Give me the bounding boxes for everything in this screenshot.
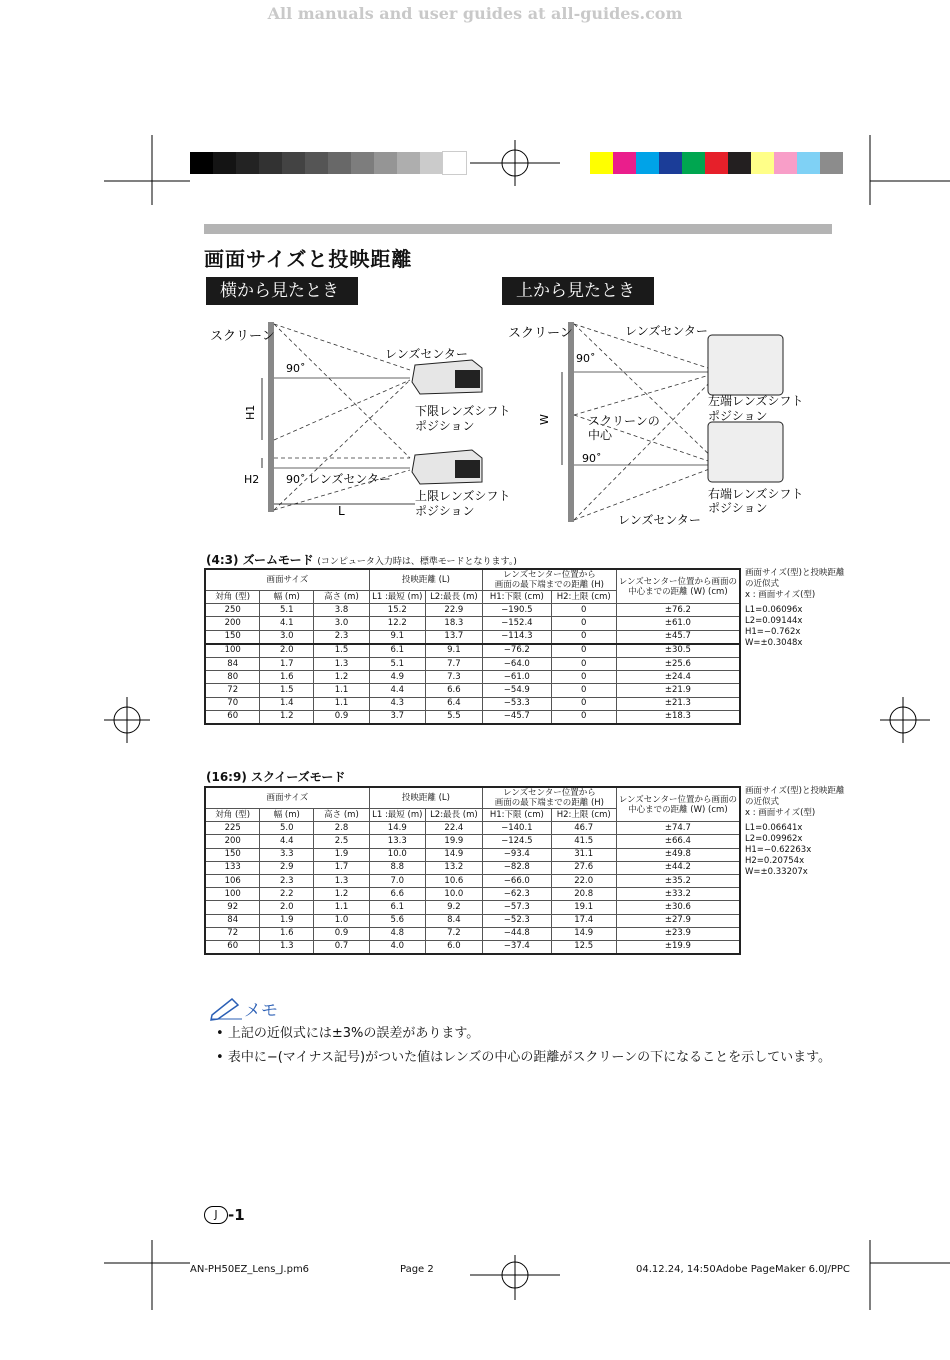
- pencil-icon: [208, 995, 244, 1021]
- table-cell: 14.9: [551, 927, 616, 940]
- table-cell: ±45.7: [616, 630, 740, 644]
- table-cell: 19.9: [425, 835, 482, 848]
- svg-text:ポジション: ポジション: [708, 409, 768, 423]
- table-row: [205, 874, 740, 887]
- formula-line: L1=0.06096x: [745, 605, 803, 615]
- table-cell: 7.2: [425, 927, 482, 940]
- table-cell: −114.3: [483, 630, 552, 644]
- screen-label: スクリーン: [210, 329, 275, 344]
- table-cell: 1.4: [260, 697, 314, 710]
- color-swatch: [613, 152, 636, 174]
- table-cell: −57.3: [483, 901, 552, 914]
- formula-line: 画面サイズ(型)と投映距離: [745, 568, 845, 578]
- formula-line: x : 画面サイズ(型): [745, 590, 816, 600]
- table-cell: 15.2: [369, 604, 425, 617]
- table-cell: 17.4: [551, 914, 616, 927]
- table-cell: ±19.9: [616, 940, 740, 954]
- memo-item: • 表中に−(マイナス記号)がついた値はレンズの中心の距離がスクリーンの下になることを示しています。: [216, 1050, 832, 1065]
- table-cell: 150: [205, 848, 260, 861]
- table-cell: 3.0: [314, 617, 370, 630]
- table-cell: ±30.5: [616, 644, 740, 658]
- column-header: H1:下限 (cm): [483, 591, 552, 604]
- table-cell: 6.0: [425, 940, 482, 954]
- table-cell: ±24.4: [616, 671, 740, 684]
- table-cell: −37.4: [483, 940, 552, 954]
- formula-line: 画面サイズ(型)と投映距離: [745, 786, 845, 796]
- color-swatch: [659, 152, 682, 174]
- footer-date: 04.12.24, 14:50: [636, 1264, 716, 1275]
- table-cell: 8.8: [369, 861, 425, 874]
- table-cell: 2.3: [260, 874, 314, 887]
- table-cell: ±74.7: [616, 822, 740, 835]
- table-cell: −124.5: [483, 835, 552, 848]
- table-row: [205, 671, 740, 684]
- table-cell: 13.3: [369, 835, 425, 848]
- table-cell: ±66.4: [616, 835, 740, 848]
- table-cell: 12.2: [369, 617, 425, 630]
- table-cell: 8.4: [425, 914, 482, 927]
- table-cell: 0: [551, 644, 616, 658]
- table-cell: 150: [205, 630, 260, 644]
- table-cell: 1.6: [260, 927, 314, 940]
- table-cell: 1.1: [314, 901, 370, 914]
- table-cell: −82.8: [483, 861, 552, 874]
- color-swatch: [774, 152, 797, 174]
- table-cell: 225: [205, 822, 260, 835]
- table-cell: 6.1: [369, 644, 425, 658]
- table-cell: 1.2: [314, 671, 370, 684]
- column-header: L1 :最短 (m): [369, 591, 425, 604]
- svg-text:W: W: [538, 414, 551, 425]
- table-row: [205, 644, 740, 658]
- table-cell: 5.1: [369, 657, 425, 670]
- table-cell: ±49.8: [616, 848, 740, 861]
- table-cell: 100: [205, 888, 260, 901]
- formula-line: L2=0.09962x: [745, 834, 803, 844]
- table-cell: 92: [205, 901, 260, 914]
- color-swatch: [751, 152, 774, 174]
- table-cell: 72: [205, 927, 260, 940]
- column-header: 幅 (m): [260, 809, 314, 822]
- formula-line: の近似式: [745, 579, 780, 589]
- table-cell: 22.9: [425, 604, 482, 617]
- table-cell: 70: [205, 697, 260, 710]
- svg-text:左端レンズシフト: 左端レンズシフト: [708, 394, 804, 408]
- table-cell: 10.6: [425, 874, 482, 887]
- svg-text:H2: H2: [244, 473, 260, 486]
- angle-label: 90˚: [286, 362, 306, 375]
- table-cell: 46.7: [551, 822, 616, 835]
- column-header: 高さ (m): [314, 591, 370, 604]
- table-cell: 3.3: [260, 848, 314, 861]
- table-row: [205, 822, 740, 835]
- table-cell: 4.8: [369, 927, 425, 940]
- table-cell: 5.1: [260, 604, 314, 617]
- table-cell: 1.9: [260, 914, 314, 927]
- table-cell: 106: [205, 874, 260, 887]
- table-cell: 1.5: [260, 684, 314, 697]
- table-cell: −66.0: [483, 874, 552, 887]
- table-cell: 1.1: [314, 697, 370, 710]
- svg-text:レンズセンター: レンズセンター: [308, 472, 391, 486]
- table-cell: 1.7: [314, 861, 370, 874]
- color-swatch: [728, 152, 751, 174]
- table-cell: −62.3: [483, 888, 552, 901]
- formula-line: L2=0.09144x: [745, 616, 803, 626]
- top-view-diagram: [500, 310, 820, 535]
- memo-item: • 上記の近似式には±3%の誤差があります。: [216, 1026, 480, 1041]
- table-cell: 18.3: [425, 617, 482, 630]
- svg-text:下限レンズシフト: 下限レンズシフト: [415, 404, 511, 418]
- svg-text:H1: H1: [244, 404, 257, 420]
- table-cell: 0: [551, 657, 616, 670]
- table-cell: ±44.2: [616, 861, 740, 874]
- table2-formula: [745, 786, 844, 878]
- table-cell: 2.5: [314, 835, 370, 848]
- table-cell: 5.6: [369, 914, 425, 927]
- column-header: H2:上限 (cm): [551, 809, 616, 822]
- table-cell: 3.7: [369, 710, 425, 724]
- page-number: J -1: [204, 1206, 245, 1224]
- color-swatch: [820, 152, 843, 174]
- table-cell: 1.0: [314, 914, 370, 927]
- svg-text:上限レンズシフト: 上限レンズシフト: [415, 489, 511, 503]
- formula-line: L1=0.06641x: [745, 823, 803, 833]
- table-row: [205, 888, 740, 901]
- svg-text:90˚: 90˚: [576, 352, 596, 365]
- column-header: 高さ (m): [314, 809, 370, 822]
- table-cell: 7.3: [425, 671, 482, 684]
- top-view-label: 上から見たとき: [502, 277, 654, 305]
- table-cell: 3.0: [260, 630, 314, 644]
- watermark: All manuals and user guides at all-guides.com: [267, 4, 683, 23]
- svg-text:90˚: 90˚: [582, 452, 602, 465]
- table-cell: 0.7: [314, 940, 370, 954]
- table-cell: 2.8: [314, 822, 370, 835]
- table-cell: ±76.2: [616, 604, 740, 617]
- table-cell: 41.5: [551, 835, 616, 848]
- table-cell: 4.4: [260, 835, 314, 848]
- table-cell: 9.1: [425, 644, 482, 658]
- table-cell: ±21.3: [616, 697, 740, 710]
- table-cell: 5.0: [260, 822, 314, 835]
- table-row: [205, 710, 740, 724]
- svg-text:ポジション: ポジション: [708, 501, 768, 515]
- table-cell: 0: [551, 617, 616, 630]
- formula-line: x : 画面サイズ(型): [745, 808, 816, 818]
- gray-swatch: [328, 152, 351, 174]
- table-row: [205, 848, 740, 861]
- table1: 画面サイズ 投映距離 (L) レンズセンター位置から 画面の最下端までの距離 (H) レンズセンター位置から画面の 中心までの距離 (W) (cm) 対角 (型) 幅 (m) 高さ (m) L1 :最短 (m) L2:最長 (m) H1:下限 (cm) H2:上限 (cm) 250 5.1 3.8 15.2 22.9 −190.5 0 ±76.2 200 4.1 3.0 12.2 18.3 −152.4 0 ±61.0 150 3.0 2.3 9.1 13.7 −114.3 0 ±45.7 100 2.0 1.5 6.1 9.1 −76.2 0 ±30.5 84 1.7 1.3 5.1 7.7 −64.0 0 ±25.6 80 1.6 1.2 4.9 7.3 −61.0 0 ±24.4 72 1.5 1.1 4.4 6.6 −54.9 0 ±21.9 70 1.4 1.1 4.3 6.4 −53.3 0 ±21.3 60 1.2 0.9 3.7 5.5 −45.7 0 ±18.3: [204, 568, 741, 725]
- table-row: [205, 861, 740, 874]
- column-header: 対角 (型): [205, 809, 260, 822]
- table-cell: −54.9: [483, 684, 552, 697]
- table-cell: ±27.9: [616, 914, 740, 927]
- table-cell: 7.7: [425, 657, 482, 670]
- table-cell: 6.1: [369, 901, 425, 914]
- table-cell: 6.6: [369, 888, 425, 901]
- footer-file: AN-PH50EZ_Lens_J.pm6: [190, 1264, 310, 1275]
- table-cell: 0: [551, 684, 616, 697]
- footer-app: Adobe PageMaker 6.0J/PPC: [716, 1264, 850, 1275]
- lens-center-label: レンズセンター: [385, 347, 468, 361]
- table-cell: 60: [205, 710, 260, 724]
- table-cell: 31.1: [551, 848, 616, 861]
- gray-swatch: [397, 152, 420, 174]
- svg-text:レンズセンター: レンズセンター: [625, 324, 708, 338]
- table-cell: 5.5: [425, 710, 482, 724]
- table-cell: 1.6: [260, 671, 314, 684]
- table-cell: ±21.9: [616, 684, 740, 697]
- table-row: [205, 684, 740, 697]
- table-cell: 0: [551, 671, 616, 684]
- table-row: [205, 630, 740, 644]
- svg-text:スクリーンの: スクリーンの: [588, 414, 660, 428]
- formula-line: H1=−0.62263x: [745, 845, 812, 855]
- gray-swatch: [374, 152, 397, 174]
- table-cell: 4.1: [260, 617, 314, 630]
- table-row: [205, 697, 740, 710]
- svg-text:ポジション: ポジション: [415, 504, 475, 518]
- color-swatch: [682, 152, 705, 174]
- table-row: [205, 914, 740, 927]
- table-cell: 1.2: [260, 710, 314, 724]
- table-cell: −140.1: [483, 822, 552, 835]
- table-cell: ±25.6: [616, 657, 740, 670]
- table-cell: 250: [205, 604, 260, 617]
- table2: 画面サイズ 投映距離 (L) レンズセンター位置から 画面の最下端までの距離 (H) レンズセンター位置から画面の 中心までの距離 (W) (cm) 対角 (型) 幅 (m) 高さ (m) L1 :最短 (m) L2:最長 (m) H1:下限 (cm) H2:上限 (cm) 225 5.0 2.8 14.9 22.4 −140.1 46.7 ±74.7 200 4.4 2.5 13.3 19.9 −124.5 41.5 ±66.4 150 3.3 1.9 10.0 14.9 −93.4 31.1 ±49.8 133 2.9 1.7 8.8 13.2 −82.8 27.6 ±44.2 106 2.3 1.3 7.0 10.6 −66.0 22.0 ±35.2 100 2.2 1.2 6.6 10.0 −62.3 20.8 ±33.2 92 2.0 1.1 6.1 9.2 −57.3 19.1 ±30.6 84 1.9 1.0 5.6 8.4 −52.3 17.4 ±27.9 72 1.6 0.9 4.8 7.2 −44.8 14.9 ±23.9 60 1.3 0.7 4.0 6.0 −37.4 12.5 ±19.9: [204, 786, 741, 955]
- table-cell: 80: [205, 671, 260, 684]
- table-cell: 4.9: [369, 671, 425, 684]
- table-cell: 1.3: [314, 874, 370, 887]
- table-cell: 0: [551, 604, 616, 617]
- table-cell: 0: [551, 710, 616, 724]
- table-cell: −44.8: [483, 927, 552, 940]
- table1-formula: [745, 568, 844, 649]
- table-cell: 1.5: [314, 644, 370, 658]
- formula-line: H1=−0.762x: [745, 627, 801, 637]
- table1-caption: (4:3) ズームモード (コンピュータ入力時は、標準モードとなります。): [206, 553, 517, 567]
- table-cell: 4.4: [369, 684, 425, 697]
- formula-line: W=±0.3048x: [745, 638, 803, 648]
- table-cell: 9.2: [425, 901, 482, 914]
- table-cell: 10.0: [425, 888, 482, 901]
- color-swatch: [590, 152, 613, 174]
- table-cell: 1.9: [314, 848, 370, 861]
- formula-line: の近似式: [745, 797, 780, 807]
- table-cell: −152.4: [483, 617, 552, 630]
- gray-swatch: [213, 152, 236, 174]
- section-bar: [204, 224, 832, 234]
- table-cell: −53.3: [483, 697, 552, 710]
- table-cell: 13.2: [425, 861, 482, 874]
- column-header: H1:下限 (cm): [483, 809, 552, 822]
- table-cell: 22.4: [425, 822, 482, 835]
- svg-text:スクリーン: スクリーン: [508, 326, 573, 341]
- table-cell: 200: [205, 835, 260, 848]
- table-row: [205, 927, 740, 940]
- color-bar: [590, 152, 843, 174]
- table-cell: 200: [205, 617, 260, 630]
- table-cell: 4.3: [369, 697, 425, 710]
- table-cell: 60: [205, 940, 260, 954]
- table-row: [205, 604, 740, 617]
- table-cell: 19.1: [551, 901, 616, 914]
- svg-text:右端レンズシフト: 右端レンズシフト: [708, 487, 804, 501]
- gray-swatch: [420, 152, 443, 174]
- table-cell: −190.5: [483, 604, 552, 617]
- table-row: [205, 835, 740, 848]
- side-view-diagram: [200, 310, 520, 525]
- table-cell: 1.7: [260, 657, 314, 670]
- table-cell: 84: [205, 657, 260, 670]
- table2-caption: (16:9) スクイーズモード: [206, 770, 346, 784]
- table-cell: 2.3: [314, 630, 370, 644]
- table-cell: 6.6: [425, 684, 482, 697]
- svg-text:レンズセンター: レンズセンター: [618, 513, 701, 527]
- table-cell: 14.9: [425, 848, 482, 861]
- page-title: 画面サイズと投映距離: [204, 247, 413, 271]
- formula-line: H2=0.20754x: [745, 856, 805, 866]
- memo-title: メモ: [244, 1000, 278, 1021]
- gray-swatch: [351, 152, 374, 174]
- column-header: 対角 (型): [205, 591, 260, 604]
- table-cell: 2.2: [260, 888, 314, 901]
- table-cell: 12.5: [551, 940, 616, 954]
- table-cell: 72: [205, 684, 260, 697]
- table-cell: −61.0: [483, 671, 552, 684]
- memo-list: [216, 1022, 856, 1070]
- grayscale-bar: [190, 152, 466, 174]
- table-cell: 2.9: [260, 861, 314, 874]
- table-row: [205, 940, 740, 954]
- table-cell: 10.0: [369, 848, 425, 861]
- color-swatch: [797, 152, 820, 174]
- svg-text:90˚: 90˚: [286, 473, 306, 486]
- table-cell: ±35.2: [616, 874, 740, 887]
- memo-heading: [208, 995, 278, 1021]
- column-header: 幅 (m): [260, 591, 314, 604]
- table-cell: 3.8: [314, 604, 370, 617]
- svg-text:L: L: [338, 504, 345, 518]
- table-cell: 0.9: [314, 927, 370, 940]
- table-cell: 22.0: [551, 874, 616, 887]
- page-badge: J: [204, 1206, 228, 1224]
- gray-swatch: [236, 152, 259, 174]
- table-cell: 100: [205, 644, 260, 658]
- table-cell: −76.2: [483, 644, 552, 658]
- table-cell: 20.8: [551, 888, 616, 901]
- side-view-label: 横から見たとき: [206, 277, 358, 305]
- table-cell: 9.1: [369, 630, 425, 644]
- table-cell: −45.7: [483, 710, 552, 724]
- column-header: L2:最長 (m): [425, 809, 482, 822]
- table-cell: ±23.9: [616, 927, 740, 940]
- table-cell: ±30.6: [616, 901, 740, 914]
- table-cell: 0: [551, 697, 616, 710]
- table-cell: 7.0: [369, 874, 425, 887]
- table-cell: −52.3: [483, 914, 552, 927]
- table-cell: 0: [551, 630, 616, 644]
- color-swatch: [705, 152, 728, 174]
- svg-text:ポジション: ポジション: [415, 419, 475, 433]
- table-cell: 1.2: [314, 888, 370, 901]
- table-cell: 1.1: [314, 684, 370, 697]
- table-cell: 133: [205, 861, 260, 874]
- table-cell: 2.0: [260, 901, 314, 914]
- formula-line: W=±0.33207x: [745, 867, 808, 877]
- table-cell: 84: [205, 914, 260, 927]
- column-header: L2:最長 (m): [425, 591, 482, 604]
- table-cell: 13.7: [425, 630, 482, 644]
- table-cell: 27.6: [551, 861, 616, 874]
- table-cell: 0.9: [314, 710, 370, 724]
- table-cell: −64.0: [483, 657, 552, 670]
- column-header: H2:上限 (cm): [551, 591, 616, 604]
- table-cell: 1.3: [260, 940, 314, 954]
- gray-swatch: [305, 152, 328, 174]
- table-cell: −93.4: [483, 848, 552, 861]
- svg-text:中心: 中心: [588, 428, 613, 442]
- table-row: [205, 617, 740, 630]
- table-cell: 14.9: [369, 822, 425, 835]
- table-cell: 1.3: [314, 657, 370, 670]
- table-cell: ±18.3: [616, 710, 740, 724]
- table-cell: 4.0: [369, 940, 425, 954]
- table-cell: ±33.2: [616, 888, 740, 901]
- table-row: [205, 657, 740, 670]
- gray-swatch: [259, 152, 282, 174]
- gray-swatch: [282, 152, 305, 174]
- footer-page: Page 2: [400, 1264, 434, 1275]
- table-cell: 6.4: [425, 697, 482, 710]
- gray-swatch: [443, 152, 466, 174]
- color-swatch: [636, 152, 659, 174]
- table-cell: 2.0: [260, 644, 314, 658]
- table-row: [205, 901, 740, 914]
- column-header: L1 :最短 (m): [369, 809, 425, 822]
- table-cell: ±61.0: [616, 617, 740, 630]
- gray-swatch: [190, 152, 213, 174]
